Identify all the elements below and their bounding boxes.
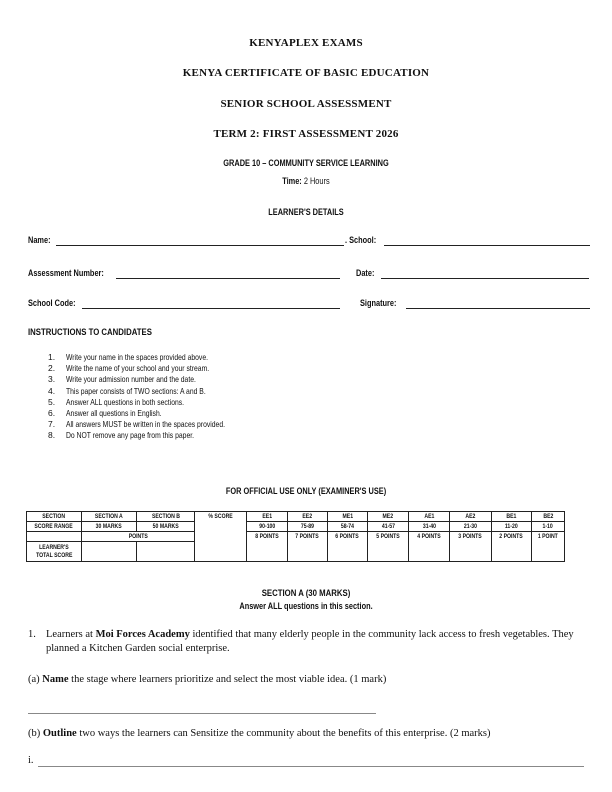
score-table: [26, 511, 565, 562]
list-item: 4. This paper consists of TWO sections: A and B.: [48, 385, 206, 396]
certificate-title: KENYA CERTIFICATE OF BASIC EDUCATION: [182, 67, 430, 79]
answer-line-1a[interactable]: [28, 713, 376, 714]
question-text: Learners at: [46, 629, 96, 640]
exam-body-title: KENYAPLEX EXAMS: [249, 37, 363, 49]
list-item: 6. Answer all questions in English.: [48, 407, 162, 418]
section-a-title: SECTION A (30 MARKS): [261, 588, 351, 599]
list-item: 1. Write your name in the spaces provided above.: [48, 352, 208, 362]
question-number: 1.: [28, 629, 36, 640]
time-line: [0, 176, 612, 186]
table-row: LEARNER'S TOTAL SCORE: [27, 542, 565, 562]
details-title: LEARNER'S DETAILS: [268, 207, 344, 217]
list-item: 8. Do NOT remove any page from this paper.: [48, 430, 195, 441]
question-text-cont: identified that many elderly people in the community lack access to fresh vegetables. They planned a Kitchen Garden social enterprise.: [46, 629, 574, 654]
section-a-score-cell[interactable]: [82, 542, 137, 562]
name-label: Name:: [28, 235, 51, 245]
list-item: 2. Write the name of your school and your stream.: [48, 363, 210, 374]
instructions-list: [28, 352, 265, 442]
table-row: POINTS 8 POINTS 7 POINTS 6 POINTS 5 POINTS 4 POINTS 3 POINTS 2 POINTS 1 POINT: [27, 532, 565, 542]
section-a-subtitle: Answer ALL questions in this section.: [239, 601, 373, 611]
time-value: 2 Hours: [303, 176, 330, 186]
date-field[interactable]: [381, 278, 589, 279]
school-code-field[interactable]: [82, 308, 340, 309]
question-1: [28, 628, 588, 656]
details-heading: [0, 207, 612, 217]
answer-line-1b-i[interactable]: [38, 766, 584, 767]
signature-label: Signature:: [360, 298, 397, 308]
school-name: Moi Forces Academy: [95, 629, 190, 640]
table-row: SECTION SECTION A SECTION B % SCORE EE1 EE2 ME1 ME2 AE1 AE2 BE1 BE2: [27, 512, 565, 522]
term-title: TERM 2: FIRST ASSESSMENT 2026: [213, 128, 399, 140]
instructions-title: INSTRUCTIONS TO CANDIDATES: [28, 327, 152, 338]
section-a-heading: [0, 588, 612, 599]
assessment-title: SENIOR SCHOOL ASSESSMENT: [220, 98, 392, 110]
list-item: 7. All answers MUST be written in the spaces provided.: [48, 419, 225, 430]
list-item: 5. Answer ALL questions in both sections.: [48, 396, 185, 407]
question-1a: (a) Name the stage where learners prioritize and select the most viable idea. (1 mark): [28, 674, 387, 685]
school-label: . School:: [345, 235, 377, 245]
subject-line: [0, 158, 612, 168]
official-heading: [0, 486, 612, 496]
school-field[interactable]: [384, 245, 590, 246]
assessment-number-field[interactable]: [116, 278, 340, 279]
list-item: 3. Write your admission number and the date.: [48, 374, 196, 385]
section-a-sub: [0, 601, 612, 611]
section-b-score-cell[interactable]: [137, 542, 195, 562]
official-title: FOR OFFICIAL USE ONLY (EXAMINER'S USE): [225, 486, 387, 496]
name-field[interactable]: [56, 245, 344, 246]
question-1b: (b) Outline two ways the learners can Sensitize the community about the benefits of this enterprise. (2 marks): [28, 728, 491, 739]
signature-field[interactable]: [406, 308, 590, 309]
school-code-label: School Code:: [28, 298, 76, 308]
date-label: Date:: [356, 268, 375, 278]
time-label: Time:: [282, 176, 302, 186]
subject-title: GRADE 10 – COMMUNITY SERVICE LEARNING: [223, 158, 389, 168]
assessment-number-label: Assessment Number:: [28, 268, 104, 278]
answer-label-1b-i: i.: [28, 755, 34, 766]
table-row: SCORE RANGE 30 MARKS 50 MARKS 90-100 75-89 58-74 41-57 31-40 21-30 11-20 1-10: [27, 522, 565, 532]
